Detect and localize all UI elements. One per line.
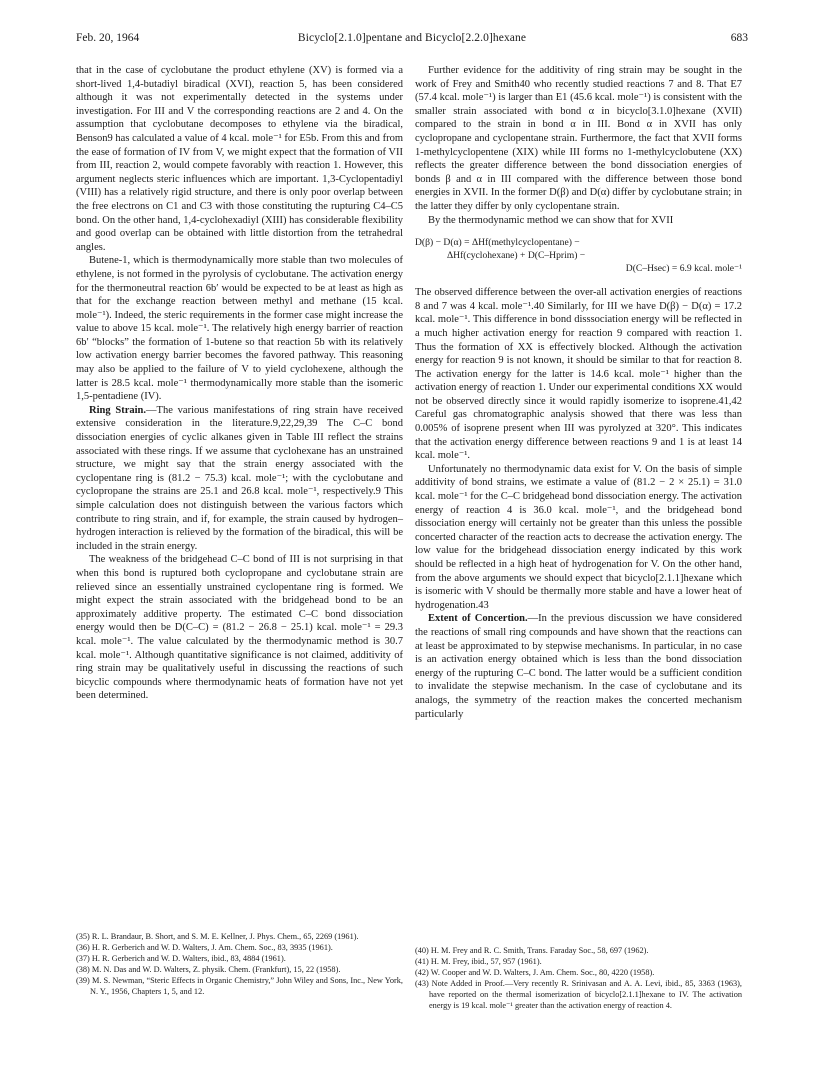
- paragraph: The observed difference between the over-all activation energies of reactions 8 and 7 was 4 kcal. mole⁻¹.40 Similarly, for III we have D(β) − D(α) = 17.2 kcal. mole⁻¹. This difference in bond disssociation energy will be reflected in a much higher activation energy for reaction 9 compared with reaction 1. Thus the formation of XX is effectively blocked. Although the activation energy for reaction 9 is not known, it should be similar to that for reaction 8. The activation energy for the latter is 14.6 kcal. mole⁻¹ higher than the activation energy of reaction 1. Under our experimental conditions XX would not be observed directly since it would rapidly isomerize to isoprene.41,42 Careful gas chromatographic analysis showed that there was less than 0.005% of isoprene present when III was pyrolyzed at 320°. This indicates that the activation energy difference between reactions 9 and 1 is at least 14 kcal. mole⁻¹.: [415, 287, 742, 462]
- footnote: (37) H. R. Gerberich and W. D. Walters, ibid., 83, 4884 (1961).: [76, 954, 286, 963]
- paragraph-ring-strain: [76, 404, 403, 554]
- section-run-in-heading: Extent of Concertion.: [428, 613, 528, 625]
- paragraph-text: —In the previous discussion we have considered the reactions of small ring compounds and have shown that the reactions can at least be approximated to by stepwise mechanisms. In particular, in no case is an activation energy obtained which is less than the bond dissociation energy of the rupturing C–C bond. The latter would be a sufficient condition to invalidate the stepwise mechanism. In the case of cyclobutane and its analogs, the symmetry of the reaction makes the concerted mechanism particularly: [415, 613, 742, 720]
- paragraph: Butene-1, which is thermodynamically more stable than two molecules of ethylene, is not formed in the pyrolysis of cyclobutane. The activation energy for the thermoneutral reaction 6b′ would be expected to be at least as high as that for the exchange reaction between methyl and methane (15 kcal. mole⁻¹). Indeed, the steric requirements in the former case might increase the value to above 15 kcal. mole⁻¹. The relatively high energy barrier of reaction 6b′ “blocks” the formation of 1-butene so that reaction 5b with its relatively low activation energy barrier becomes the favored pathway. This reasoning may also be applied to the failure of V to yield cyclohexene, although the latter is 28.5 kcal. mole⁻¹ thermodynamically more stable than the isomeric 1,5-pentadiene (IV).: [76, 255, 403, 403]
- equation-line: ΔHf(cyclohexane) + D(C–Hprim) −: [447, 250, 586, 262]
- equation-block: [415, 236, 742, 275]
- paragraph-extent-of-concertion: [415, 612, 742, 721]
- footnote: (40) H. M. Frey and R. C. Smith, Trans. Faraday Soc., 58, 697 (1962).: [415, 946, 649, 955]
- paragraph: that in the case of cyclobutane the product ethylene (XV) is formed via a short-lived 1,4-butadiyl biradical (XVI), reaction 5, has been considered although it was not experimentally detected in the systems under investigation. For III and V the corresponding reactions are 2 and 4. On the assumption that cyclobutane decomposes to ethylene via the biradical, Benson9 has calculated a value of 4 kcal. mole⁻¹ for E5b. From this and from the ease of formation of IV from V, we might expect that the formation of VII from III, reaction 2, would compete favorably with reaction 1. However, this argument neglects steric influences which are important. 1,3-Cyclopentadiyl (VIII) has a relatively rigid structure, and there is only poor overlap between the free electrons on C1 and C3 with those constituting the rupturing C4–C5 bond. On the other hand, 1,4-cyclohexadiyl (XIII) has considerable flexibility and good overlap can be obtained with little distortion from the tetrahedral angles.: [76, 65, 403, 253]
- footnote: (43) Note Added in Proof.—Very recently R. Srinivasan and A. A. Levi, ibid., 85, 3363 (1963), have reported on the thermal isomerization of bicyclo[2.1.1]hexane to IV. The activation energy is 19 kcal. mole⁻¹ greater than the activation energy of reaction 4.: [415, 979, 742, 1010]
- paragraph: By the thermodynamic method we can show that for XVII: [428, 214, 674, 226]
- footnote: (41) H. M. Frey, ibid., 57, 957 (1961).: [415, 957, 542, 966]
- section-run-in-heading: Ring Strain.: [89, 404, 147, 416]
- paragraph: The weakness of the bridgehead C–C bond of III is not surprising in that when this bond is ruptured both cyclopropane and cyclobutane strain are relieved since an essentially unstrained cyclopentane ring is formed. We might expect the strain associated with the bridgehead bond to be an approximately additive property. The estimated C–C bond dissociation energy would then be D(C–C) = (81.2 − 26.8 − 25.1) kcal. mole⁻¹ = 29.3 kcal. mole⁻¹. The value calculated by the thermodynamic method is 30.7 kcal. mole⁻¹. Although quantitative significance is not claimed, additivity of ring strain may be qualitatively useful in discussing the reactions of such bicyclic compounds where thermodynamic heats of formation have not yet been determined.: [76, 554, 403, 702]
- paragraph-text: —The various manifestations of ring strain have received extensive consideration in the literature.9,22,29,39 The C–C bond dissociation energies of cyclic alkanes given in Table III reflect the strains associated with these rings. If we assume that cyclohexane has an unstrained structure, we might say that the strain energy associated with the cyclopentane ring is (81.2 − 75.3) kcal. mole⁻¹; with the cyclobutane and cyclopropane the strains are 25.1 and 26.8 kcal. mole⁻¹, respectively.9 This simple calculation does not distinguish between the various factors which contribute to ring strain, and if, for example, the strain caused by hydrogen–hydrogen interaction is relieved by the formation of the biradical, this will be included in the strain energy.: [76, 404, 403, 552]
- footnote: (36) H. R. Gerberich and W. D. Walters, J. Am. Chem. Soc., 83, 3935 (1961).: [76, 943, 333, 952]
- equation-line: D(C–Hsec) = 6.9 kcal. mole⁻¹: [625, 263, 742, 275]
- footnote: (42) W. Cooper and W. D. Walters, J. Am. Chem. Soc., 80, 4220 (1958).: [415, 968, 655, 977]
- paragraph: Unfortunately no thermodynamic data exist for V. On the basis of simple additivity of bond strains, we estimate a value of (81.2 − 2 × 25.1) = 31.0 kcal. mole⁻¹ for the C–C bridgehead bond dissociation energy. The activation energy of reaction 4 is 36.0 kcal. mole⁻¹, and the bridgehead bond dissociation energy will certainly not be greater than this unless the possible concerted character of the reaction acts to decrease the activation energy. The low value for the bridgehead dissociation energy indicated by this work should be reflected in a high heat of hydrogenation for V. On the other hand, from the above arguments we should expect that bicyclo[2.1.1]hexane which is isomeric with V should be thermally more stable and have a lower heat of hydrogenation.43: [415, 463, 742, 611]
- paragraph: Further evidence for the additivity of ring strain may be sought in the work of Frey and Smith40 who recently studied reactions 7 and 8. That E7 (57.4 kcal. mole⁻¹) is larger than E1 (45.6 kcal. mole⁻¹) is consistent with the smaller strain associated with bond α in bicyclo[3.1.0]hexane (XVII) compared to the strain in bond α in III. Bond α in XVII has only cyclopropane and cyclopentane strain. Furthermore, the fact that XVII forms 1-methylcyclopentene (XIX) while III forms no 1-methylcyclobutene (XX) reflects the greater difference between the bond dissociation energies of bonds β and α in III compared with the difference between those bond energies in XVII. In the former D(β) and D(α) differ by cyclobutane strain; in the latter they differ by only cyclopentane strain.: [415, 65, 742, 212]
- issue-date: Feb. 20, 1964: [76, 32, 140, 44]
- left-column: [76, 64, 403, 703]
- right-column: [415, 64, 742, 721]
- footnote: (39) M. S. Newman, “Steric Effects in Organic Chemistry,” John Wiley and Sons, Inc., New York, N. Y., 1956, Chapters 1, 5, and 12.: [76, 976, 403, 996]
- equation-line: D(β) − D(α) = ΔHf(methylcyclopentane) −: [415, 237, 580, 249]
- running-title: Bicyclo[2.1.0]pentane and Bicyclo[2.2.0]hexane: [297, 32, 527, 44]
- footnotes-right: [415, 945, 742, 1011]
- footnote: (35) R. L. Brandaur, B. Short, and S. M. E. Kellner, J. Phys. Chem., 65, 2269 (1961).: [76, 932, 359, 941]
- footnote: (38) M. N. Das and W. D. Walters, Z. physik. Chem. (Frankfurt), 15, 22 (1958).: [76, 965, 341, 974]
- page-number: 683: [730, 32, 748, 44]
- page-header: [76, 30, 748, 46]
- footnotes-left: [76, 931, 403, 997]
